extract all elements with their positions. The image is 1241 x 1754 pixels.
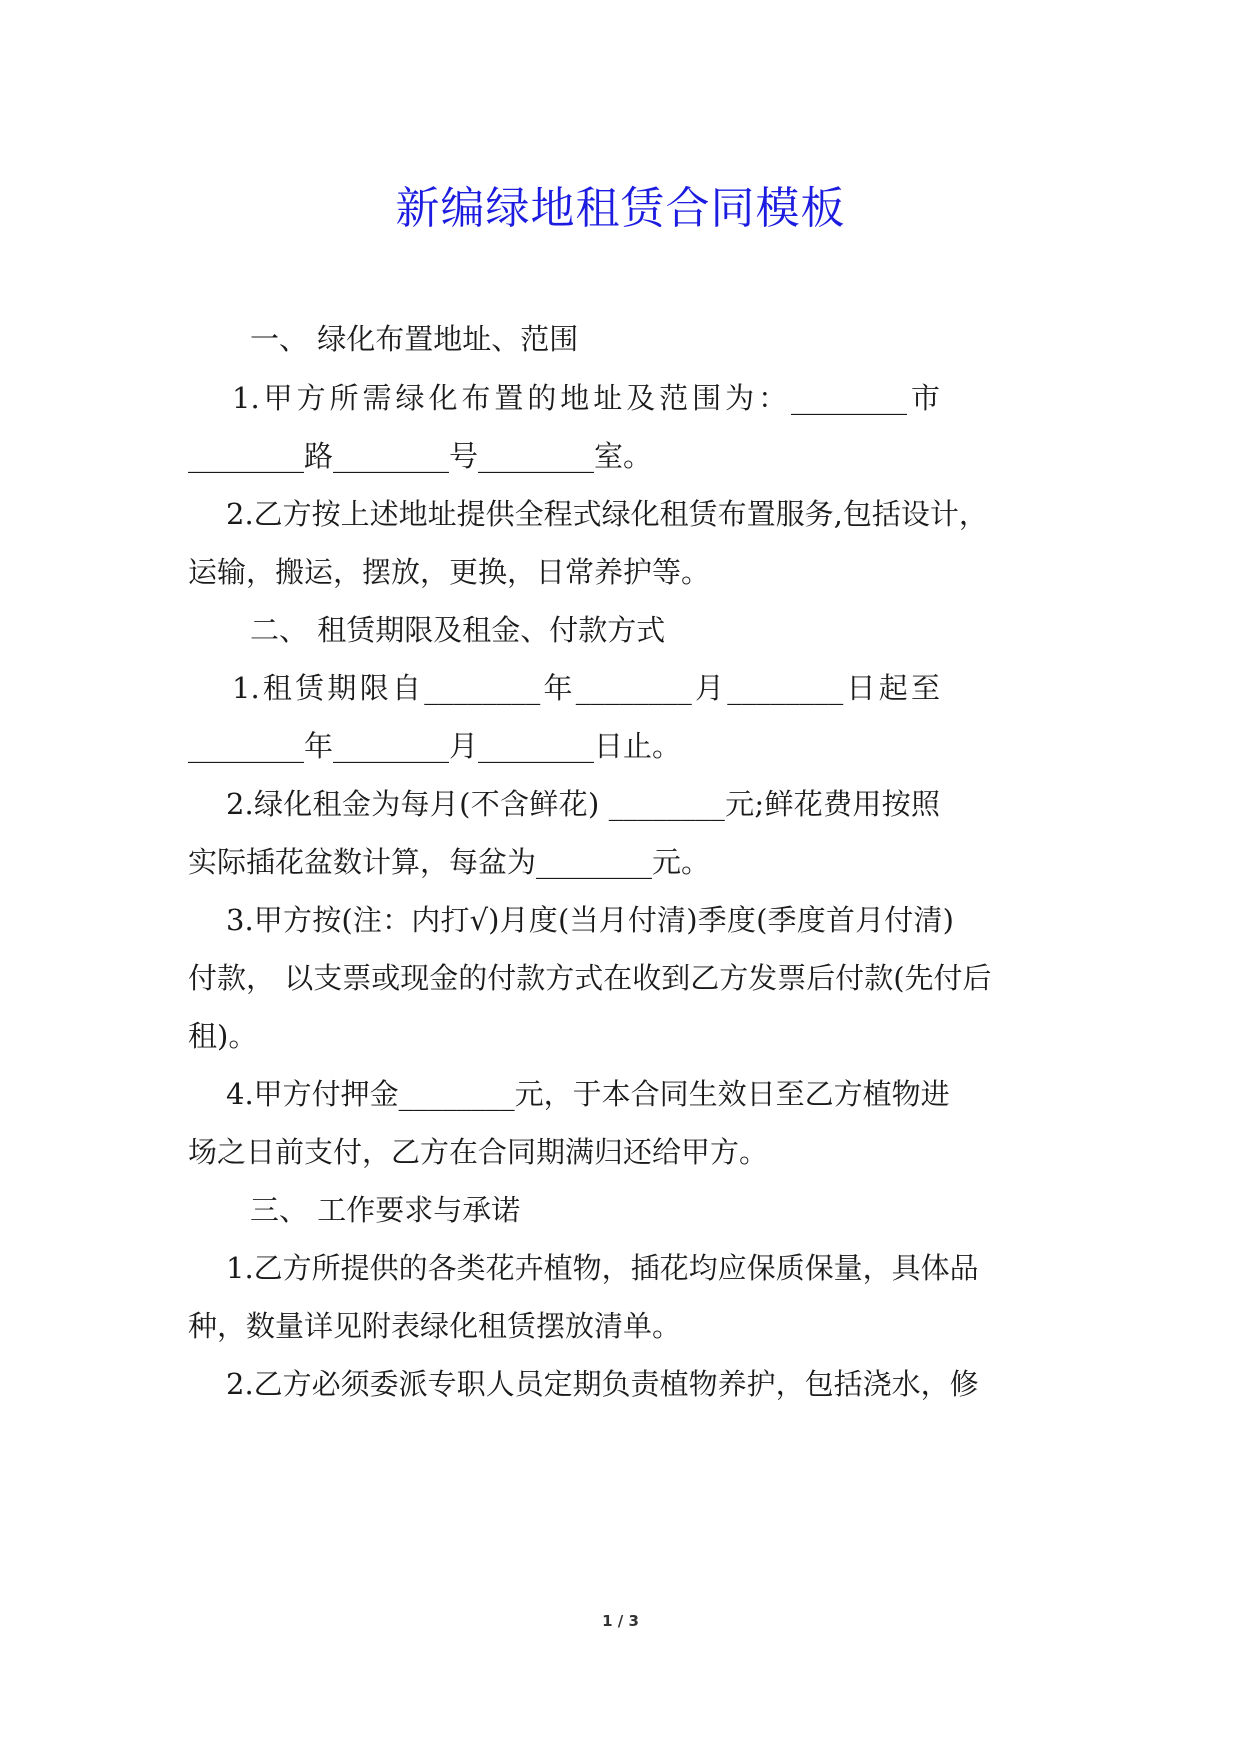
paragraph-line: 场之日前支付，乙方在合同期满归还给甲方。 xyxy=(188,1135,769,1169)
paragraph-line: 2.绿化租金为每月(不含鲜花) ________元;鲜花费用按照 xyxy=(226,787,940,821)
paragraph-line: 4.甲方付押金________元，于本合同生效日至乙方植物进 xyxy=(226,1077,950,1111)
page-number: 1 / 3 xyxy=(602,1612,639,1630)
section-heading-1: 一、 绿化布置地址、范围 xyxy=(250,322,579,356)
paragraph-line: 3.甲方按(注：内打√)月度(当月付清)季度(季度首月付清) xyxy=(226,903,954,937)
paragraph-line: 2.乙方必须委派专职人员定期负责植物养护，包括浇水，修 xyxy=(226,1367,979,1401)
paragraph-line: 租)。 xyxy=(188,1019,258,1053)
section-heading-3: 三、 工作要求与承诺 xyxy=(250,1193,521,1227)
paragraph-line: 1.租赁期限自________年________月________日起至 xyxy=(232,671,940,705)
paragraph-line: 1.乙方所提供的各类花卉植物，插花均应保质保量，具体品 xyxy=(226,1251,979,1285)
paragraph-line: 付款， 以支票或现金的付款方式在收到乙方发票后付款(先付后 xyxy=(188,961,992,995)
document-title: 新编绿地租赁合同模板 xyxy=(395,183,846,235)
paragraph-line: 运输，搬运，摆放，更换，日常养护等。 xyxy=(188,555,711,589)
paragraph-line: 实际插花盆数计算，每盆为________元。 xyxy=(188,845,711,879)
paragraph-line: 1.甲方所需绿化布置的地址及范围为：________市 xyxy=(232,381,940,415)
paragraph-line: ________年________月________日止。 xyxy=(188,729,682,763)
paragraph-line: 种，数量详见附表绿化租赁摆放清单。 xyxy=(188,1309,682,1343)
paragraph-line: ________路________号________室。 xyxy=(188,439,653,473)
paragraph-line: 2.乙方按上述地址提供全程式绿化租赁布置服务,包括设计， xyxy=(226,497,988,531)
section-heading-2: 二、 租赁期限及租金、付款方式 xyxy=(250,613,666,647)
